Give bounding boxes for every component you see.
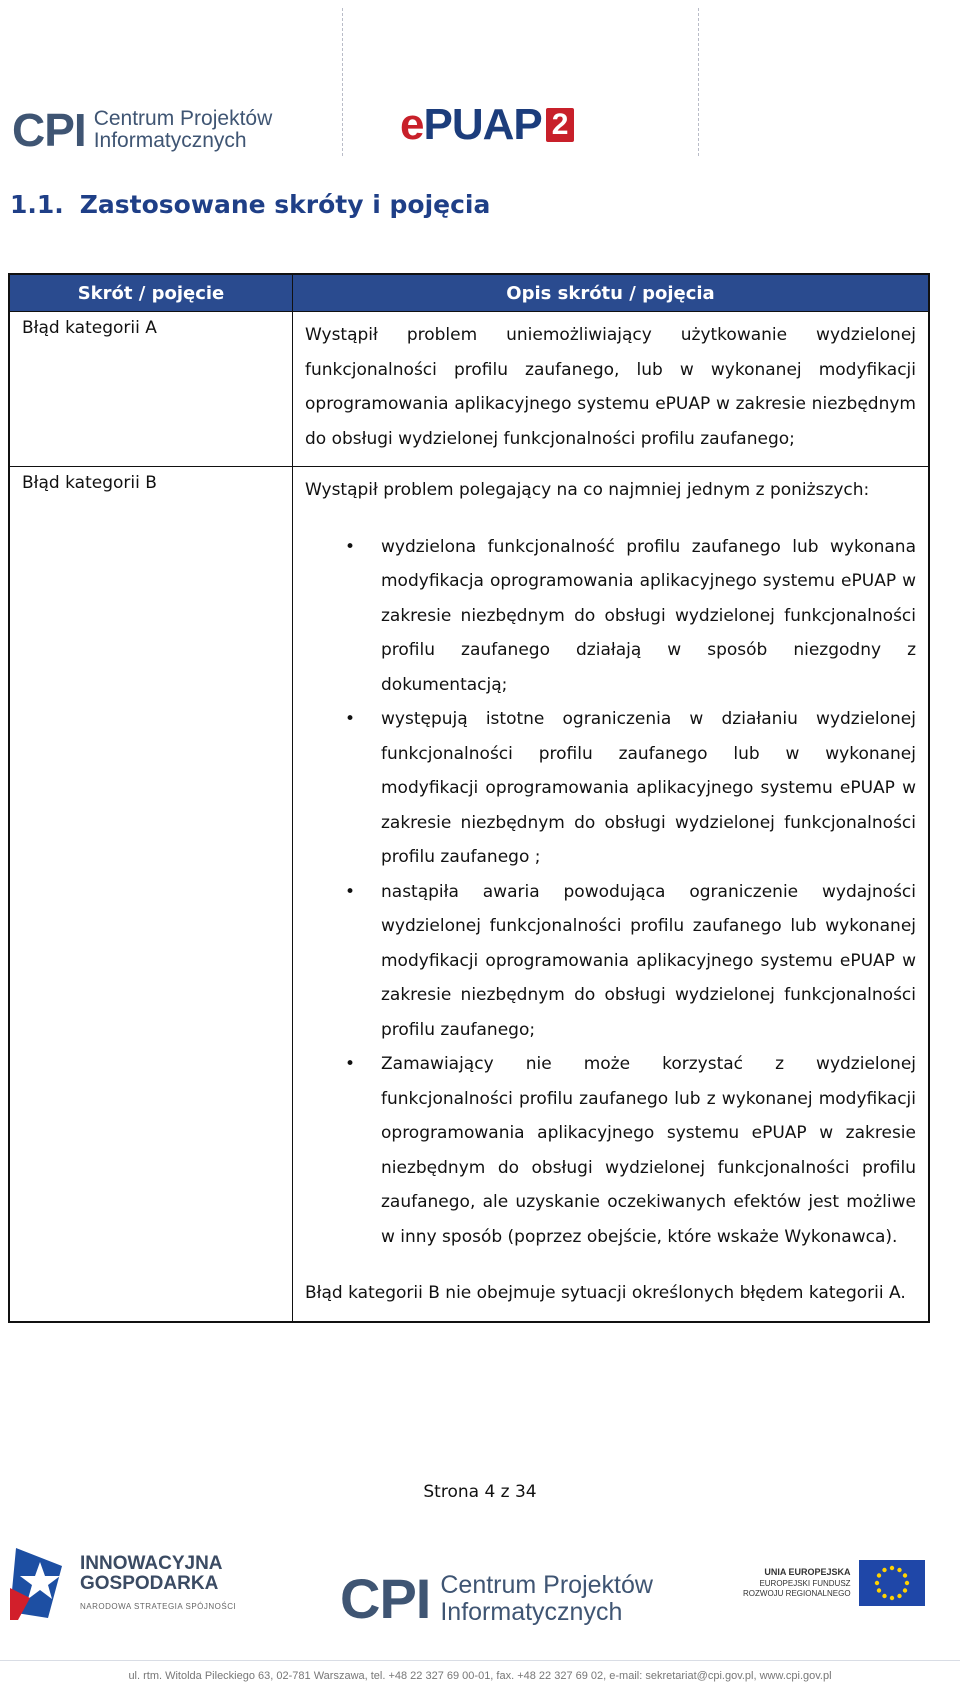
cpi-logo-mark: CPI xyxy=(340,1567,431,1630)
column-header-description: Opis skrótu / pojęcia xyxy=(293,274,930,312)
cpi-logo-text xyxy=(94,108,273,152)
epuap-logo-puap: PUAP xyxy=(423,100,542,149)
section-title: Zastosowane skróty i pojęcia xyxy=(79,190,491,219)
term-cell: Błąd kategorii B xyxy=(9,467,293,1322)
epuap-logo-e: e xyxy=(400,100,424,149)
header-divider-right xyxy=(698,8,699,156)
footer-divider xyxy=(0,1660,960,1661)
cpi-logo-header xyxy=(12,103,272,157)
section-heading xyxy=(10,190,490,219)
bullet-list xyxy=(305,530,916,1255)
section-number: 1.1. xyxy=(10,190,64,219)
eu-logo-text xyxy=(743,1567,851,1598)
cpi-logo-line1: Centrum Projektów xyxy=(93,106,273,130)
innovation-logo xyxy=(10,1548,236,1620)
list-item: • wydzielona funkcjonalność profilu zaufanego lub wykonana modyfikacja oprogramowania aplikacyjnego systemu ePUAP w zakresie niezbędnym do obsługi wydzielonej funkcjonalności profilu zaufanego działają w sposób niezgodny z dokumentacją; xyxy=(381,530,916,703)
innovation-line2: GOSPODARKA xyxy=(80,1573,219,1595)
term-cell: Błąd kategorii A xyxy=(9,312,293,467)
abbreviations-table xyxy=(8,273,930,1323)
cpi-logo-footer xyxy=(340,1566,653,1631)
list-item: • występują istotne ograniczenia w działaniu wydzielonej funkcjonalności profilu zaufanego lub w wykonanej modyfikacji oprogramowania aplikacyjnego systemu ePUAP w zakresie niezbędnym do obsługi wydzielonej funkcjonalności profilu zaufanego ; xyxy=(381,702,916,875)
column-header-term: Skrót / pojęcie xyxy=(9,274,293,312)
innovation-sub: NARODOWA STRATEGIA SPÓJNOŚCI xyxy=(80,1601,237,1611)
eu-line2: EUROPEJSKI FUNDUSZ xyxy=(759,1578,851,1588)
description-intro: Wystąpił problem polegający na co najmniej jednym z poniższych: xyxy=(305,480,870,500)
table-header-row xyxy=(9,274,929,312)
description-closing: Błąd kategorii B nie obejmuje sytuacji określonych błędem kategorii A. xyxy=(305,1283,906,1303)
epuap-logo-word xyxy=(400,100,542,150)
cpi-logo-text xyxy=(440,1572,653,1625)
eu-line3: ROZWOJU REGIONALNEGO xyxy=(743,1588,851,1598)
eu-flag-icon xyxy=(859,1560,925,1606)
eu-line1: UNIA EUROPEJSKA xyxy=(764,1567,851,1578)
innovation-logo-text xyxy=(80,1554,236,1614)
footer-address: ul. rtm. Witolda Pileckiego 63, 02-781 Warszawa, tel. +48 22 327 69 00-01, fax. +48 22 327 69 02, e-mail: sekretariat@cpi.gov.pl, www.cpi.gov.pl xyxy=(128,1670,832,1682)
epuap-logo-badge: 2 xyxy=(546,108,575,142)
header-divider-left xyxy=(342,8,343,156)
cpi-logo-line2: Informatycznych xyxy=(93,129,247,152)
table-row xyxy=(9,467,929,1322)
epuap-logo xyxy=(400,100,574,150)
eu-logo xyxy=(743,1560,925,1606)
innovation-star-icon xyxy=(10,1548,70,1620)
description-cell: Wystąpił problem uniemożliwiający użytkowanie wydzielonej funkcjonalności profilu zaufanego, lub w wykonanej modyfikacji oprogramowania aplikacyjnego systemu ePUAP w zakresie niezbędnym do obsługi wydzielonej funkcjonalności profilu zaufanego; xyxy=(293,312,930,467)
page-number: Strona 4 z 34 xyxy=(423,1482,537,1502)
description-cell xyxy=(293,467,930,1322)
list-item: • Zamawiający nie może korzystać z wydzielonej funkcjonalności profilu zaufanego lub z wykonanej modyfikacji oprogramowania aplikacyjnego systemu ePUAP w zakresie niezbędnym do obsługi wydzielonej funkcjonalności profilu zaufanego, ale uzyskanie oczekiwanych efektów jest możliwe w inny sposób (poprzez obejście, które wskaże Wykonawca). xyxy=(381,1047,916,1254)
cpi-logo-mark: CPI xyxy=(12,104,86,156)
cpi-logo-line2: Informatycznych xyxy=(440,1597,623,1626)
list-item: • nastąpiła awaria powodująca ograniczenie wydajności wydzielonej funkcjonalności profilu zaufanego lub wykonanej modyfikacji oprogramowania aplikacyjnego systemu ePUAP w zakresie niezbędnym do obsługi wydzielonej funkcjonalności profilu zaufanego; xyxy=(381,875,916,1048)
innovation-line1: INNOWACYJNA xyxy=(80,1553,223,1575)
table-row xyxy=(9,312,929,467)
cpi-logo-line1: Centrum Projektów xyxy=(440,1571,653,1600)
